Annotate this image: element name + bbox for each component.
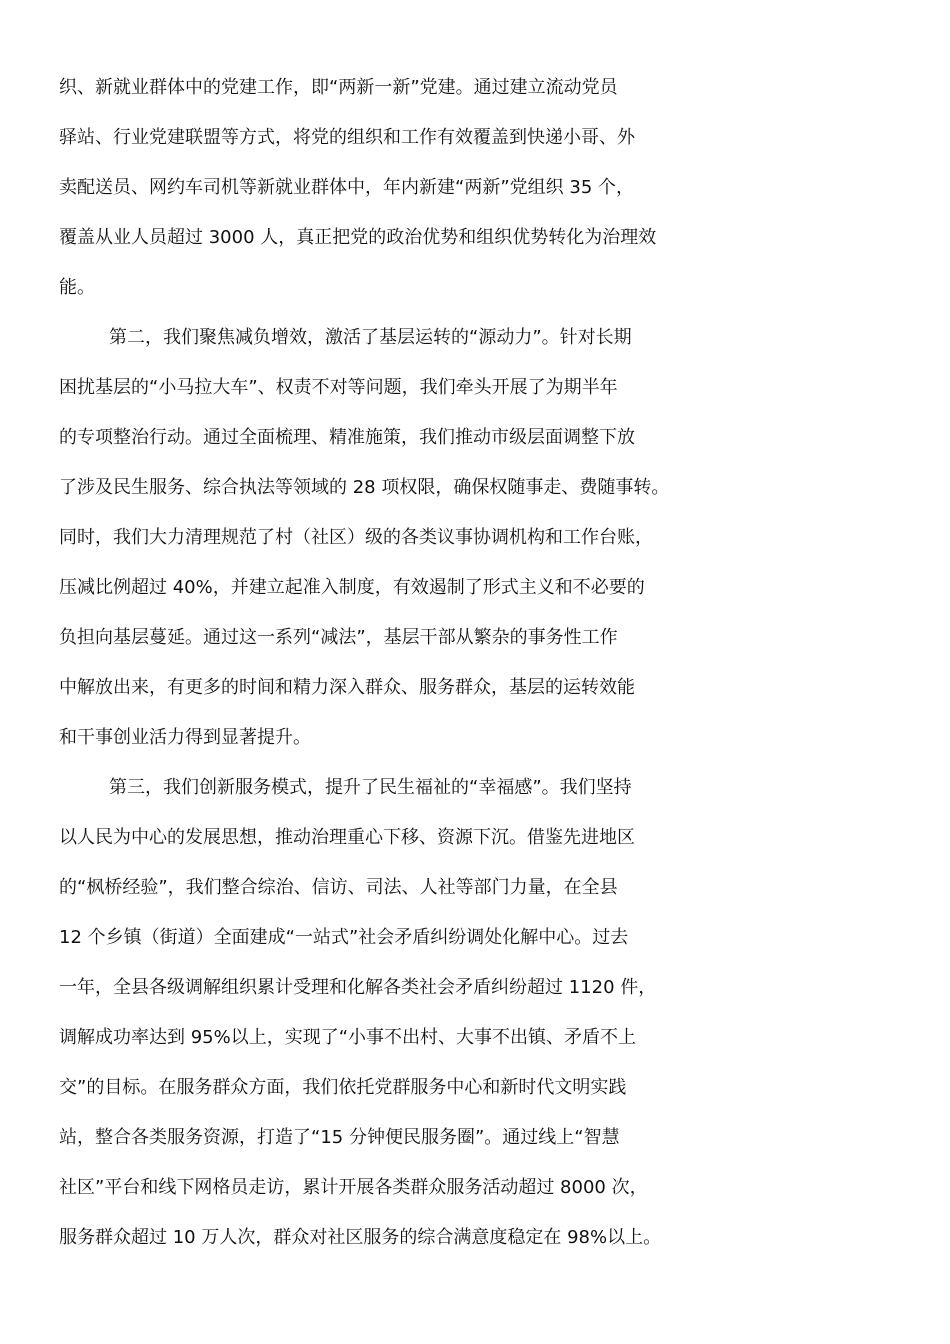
text-line: 困扰基层的“小马拉大车”、权责不对等问题，我们牵头开展了为期半年 xyxy=(59,377,618,398)
text-line: 服务群众超过 10 万人次，群众对社区服务的综合满意度稳定在 98%以上。 xyxy=(59,1227,662,1248)
text-line: 能。 xyxy=(59,277,95,298)
text-line: 和干事创业活力得到显著提升。 xyxy=(59,727,311,748)
text-line: 同时，我们大力清理规范了村（社区）级的各类议事协调机构和工作台账， xyxy=(59,527,653,548)
text-line: 负担向基层蔓延。通过这一系列“减法”，基层干部从繁杂的事务性工作 xyxy=(59,627,618,648)
text-line: 驿站、行业党建联盟等方式，将党的组织和工作有效覆盖到快递小哥、外 xyxy=(59,127,635,148)
text-line: 交”的目标。在服务群众方面，我们依托党群服务中心和新时代文明实践 xyxy=(59,1077,627,1098)
text-line: 社区”平台和线下网格员走访，累计开展各类群众服务活动超过 8000 次， xyxy=(59,1177,648,1198)
text-line: 以人民为中心的发展思想，推动治理重心下移、资源下沉。借鉴先进地区 xyxy=(59,827,635,848)
text-line: 的“枫桥经验”，我们整合综治、信访、司法、人社等部门力量，在全县 xyxy=(59,877,618,898)
text-line: 调解成功率达到 95%以上，实现了“小事不出村、大事不出镇、矛盾不上 xyxy=(59,1027,637,1048)
text-line: 压减比例超过 40%，并建立起准入制度，有效遏制了形式主义和不必要的 xyxy=(59,577,645,598)
text-line: 的专项整治行动。通过全面梳理、精准施策，我们推动市级层面调整下放 xyxy=(59,427,635,448)
paragraph-start-line: 第三，我们创新服务模式，提升了民生福祉的“幸福感”。我们坚持 xyxy=(109,777,632,798)
text-line: 站，整合各类服务资源，打造了“15 分钟便民服务圈”。通过线上“智慧 xyxy=(59,1127,620,1148)
text-line: 了涉及民生服务、综合执法等领域的 28 项权限，确保权随事走、费随事转。 xyxy=(59,477,670,498)
text-line: 织、新就业群体中的党建工作，即“两新一新”党建。通过建立流动党员 xyxy=(59,77,618,98)
text-line: 中解放出来，有更多的时间和精力深入群众、服务群众，基层的运转效能 xyxy=(59,677,635,698)
text-line: 卖配送员、网约车司机等新就业群体中，年内新建“两新”党组织 35 个， xyxy=(59,177,634,198)
body-text xyxy=(59,63,899,1263)
paragraph-start-line: 第二，我们聚焦减负增效，激活了基层运转的“源动力”。针对长期 xyxy=(109,327,632,348)
text-line: 一年，全县各级调解组织累计受理和化解各类社会矛盾纠纷超过 1120 件， xyxy=(59,977,657,998)
text-line: 12 个乡镇（街道）全面建成“一站式”社会矛盾纠纷调处化解中心。过去 xyxy=(59,927,629,948)
text-line: 覆盖从业人员超过 3000 人，真正把党的政治优势和组织优势转化为治理效 xyxy=(59,227,657,248)
